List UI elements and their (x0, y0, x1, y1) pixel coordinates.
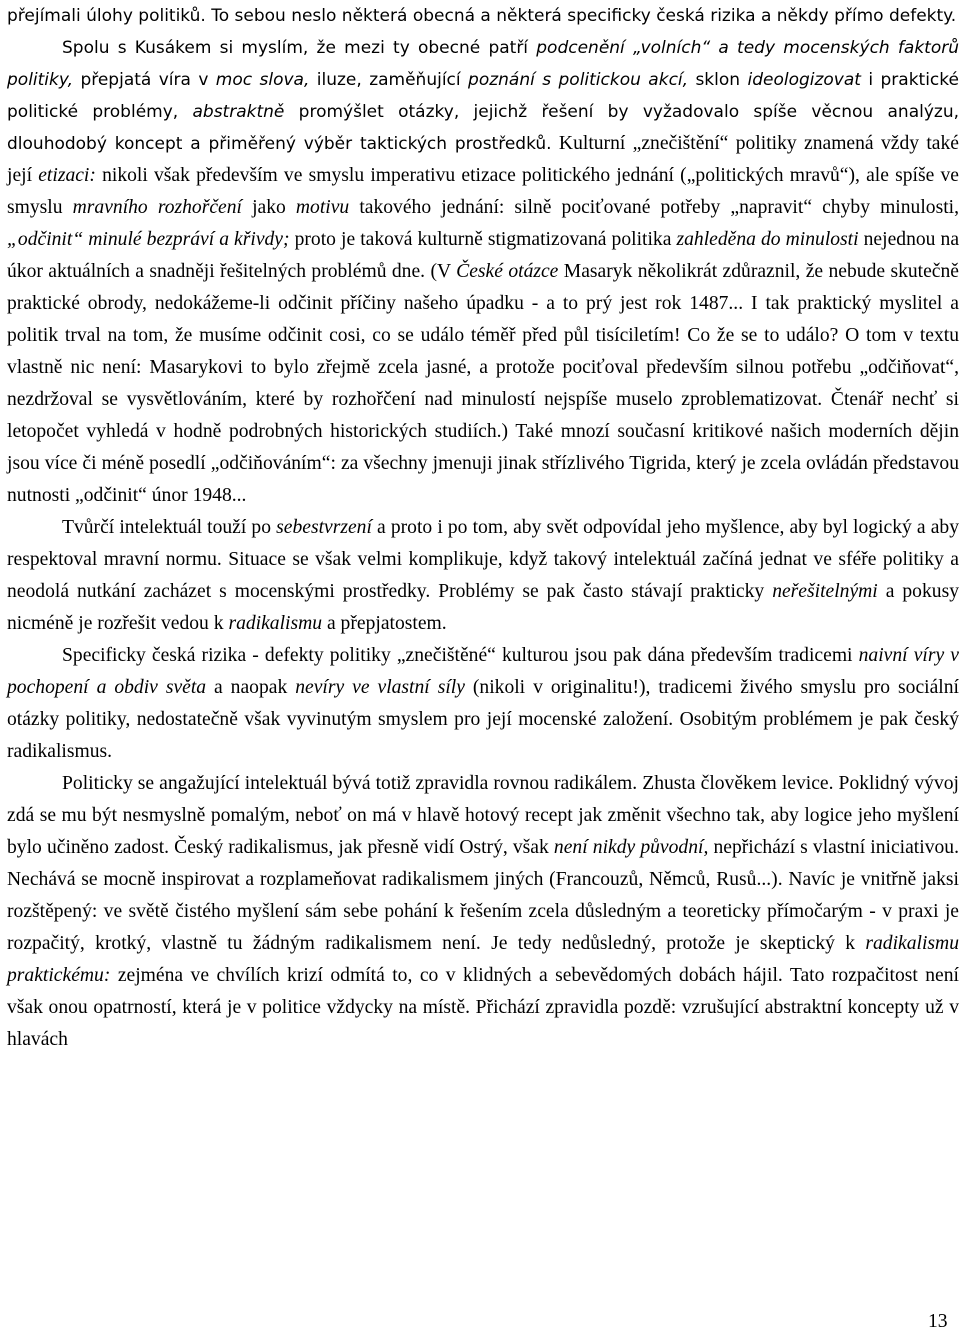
text-run: přepjatá víra v (73, 70, 216, 90)
text-run: poznání s politickou akcí, (468, 70, 689, 90)
text-run: abstraktně (192, 102, 285, 122)
text-run: takového jednání: silně pociťované potřeby „napravit“ chyby minulosti, (349, 197, 960, 218)
paragraph (7, 0, 959, 32)
text-run: Tvůrčí intelektuál touží po (62, 517, 277, 538)
text-run: a přepjatostem. (322, 613, 447, 634)
document-body (7, 0, 959, 1056)
paragraph (7, 32, 959, 512)
text-run: proto je taková kulturně stigmatizovaná politika (289, 229, 677, 250)
text-run: a naopak (206, 677, 296, 698)
paragraph (7, 512, 959, 640)
text-run: radikalismu (228, 613, 323, 634)
text-run: Politicky se angažující intelektuál bývá totiž zpravidla rovnou radikálem. Zhusta člověkem levice. Poklidný vývoj zdá se mu být nesmyslně pomalým, neboť on má v hlavě hotový recept jak změnit všechno tak, aby logice jeho myšlení bylo učiněno zadost. Český radikalismus, jak přesně vidí Ostrý, však (7, 773, 959, 858)
text-run: moc slova, (215, 70, 310, 90)
text-run: promýšlet otázky, jejichž řešení by vyžadovalo spíše věcnou analýzu, dlouhodobý koncept a přiměřený výběr taktických prostředků. (7, 102, 959, 154)
text-run: sebestvrzení (276, 517, 372, 538)
text-run: nevíry ve vlastní síly (295, 677, 465, 698)
text-run: neřešitelnými (772, 581, 878, 602)
text-run: sklon (688, 70, 748, 90)
paragraph (7, 768, 959, 1056)
text-run: Specificky česká rizika - defekty politiky „znečištěné“ kulturou jsou pak dána především tradicemi (62, 645, 859, 666)
text-run: přejímali úlohy politiků. To sebou neslo některá obecná a některá specificky česká rizika a někdy přímo defekty. (7, 6, 957, 26)
text-run: zejména ve chvílích krizí odmítá to, co v klidných a sebevědomých dobách hájil. Tato rozpačitost není však onou opatrností, která je v politice vždycky na místě. Přichází zpravidla pozdě: vzrušující abstraktní koncepty už v hlavách (7, 965, 959, 1050)
text-run: iluze, zaměňující (309, 70, 469, 90)
text-run: mravního rozhořčení (72, 197, 242, 218)
text-run: „odčinit“ minulé bezpráví a křivdy; (7, 229, 290, 250)
text-run: a pokusy nicméně je rozřešit vedou k (7, 581, 959, 634)
text-run: jako (242, 197, 296, 218)
text-run: Spolu s Kusákem si myslím, že mezi ty obecné patří (62, 38, 537, 58)
text-run: České otázce (456, 261, 559, 282)
text-run: nejednou na úkor aktuálních a snadněji řešitelných problémů dne. (V (7, 229, 960, 282)
page-number: 13 (928, 1311, 948, 1332)
text-run: Kulturní „znečištění“ politiky znamená vždy také její (7, 133, 960, 186)
text-run: etizaci: (38, 165, 96, 186)
text-run: podcenění „volních“ a tedy mocenských faktorů politiky, (7, 38, 959, 90)
text-run: (nikoli v originalitu!), tradicemi živého smyslu pro sociální otázky politiky, nedostatečně však vyvinutým smyslem pro její mocenské založení. Osobitým problémem je pak český radikalismus. (7, 677, 959, 762)
text-run: nikoli však především ve smyslu imperativu etizace politického jednání („politických mravů“), ale spíše ve smyslu (7, 165, 960, 218)
text-run: ideologizovat (747, 70, 861, 90)
text-run: Masaryk několikrát zdůraznil, že nebude skutečně praktické obrody, nedokážeme-li odčinit příčiny našeho úpadku - a to prý jest rok 1487... I tak praktický myslitel a politik trval na tom, že musíme odčinit cosi, co se událo téměř před půl tisíciletím! Co že se to událo? O tom v textu vlastně nic není: Masarykovi to bylo zřejmě zcela jasné, a protože pociťoval především silnou potřebu „odčiňovat“, nezdržoval se vysvětlováním, které by rozhořčení nad minulostí nejspíše muselo zproblematizovat. Čtenář nechť si letopočet vyhledá v hodně podrobných historických studiích.) Také mnozí současní kritikové našich moderních dějin jsou více či méně posedlí „odčiňováním“: za všechny jmenuji jinak střízlivého Tigrida, který je zcela ovládán představou nutnosti „odčinit“ únor 1948... (7, 261, 959, 506)
text-run: radikalismu praktickému: (7, 933, 959, 986)
text-run: není nikdy původní, (553, 837, 709, 858)
text-run: zahleděna do minulosti (676, 229, 859, 250)
text-run: nepřichází s vlastní iniciativou. Nechává se mocně inspirovat a rozplameňovat radikalismem jiných (Francouzů, Němců, Rusů...). Navíc je vnitřně jaksi rozštěpený: ve světě čistého myšlení sám sebe pohání k řešením zcela důsledným a teoreticky přímočarým - v praxi je rozpačitý, krotký, vlastně tu žádným radikalismem není. Je tedy nedůsledný, protože je skeptický k (7, 837, 959, 954)
text-run: i praktické politické problémy, (7, 70, 959, 122)
text-run: motivu (295, 197, 350, 218)
paragraph (7, 640, 959, 768)
text-run: naivní víry v pochopení a obdiv světa (7, 645, 959, 698)
text-run: a proto i po tom, aby svět odpovídal jeho myšlence, aby byl logický a aby respektoval mravní normu. Situace se však velmi komplikuje, když takový intelektuál začíná jednat ve sféře politiky a neodolá nutkání zacházet s mocenskými prostředky. Problémy se pak často stávají prakticky (7, 517, 960, 602)
